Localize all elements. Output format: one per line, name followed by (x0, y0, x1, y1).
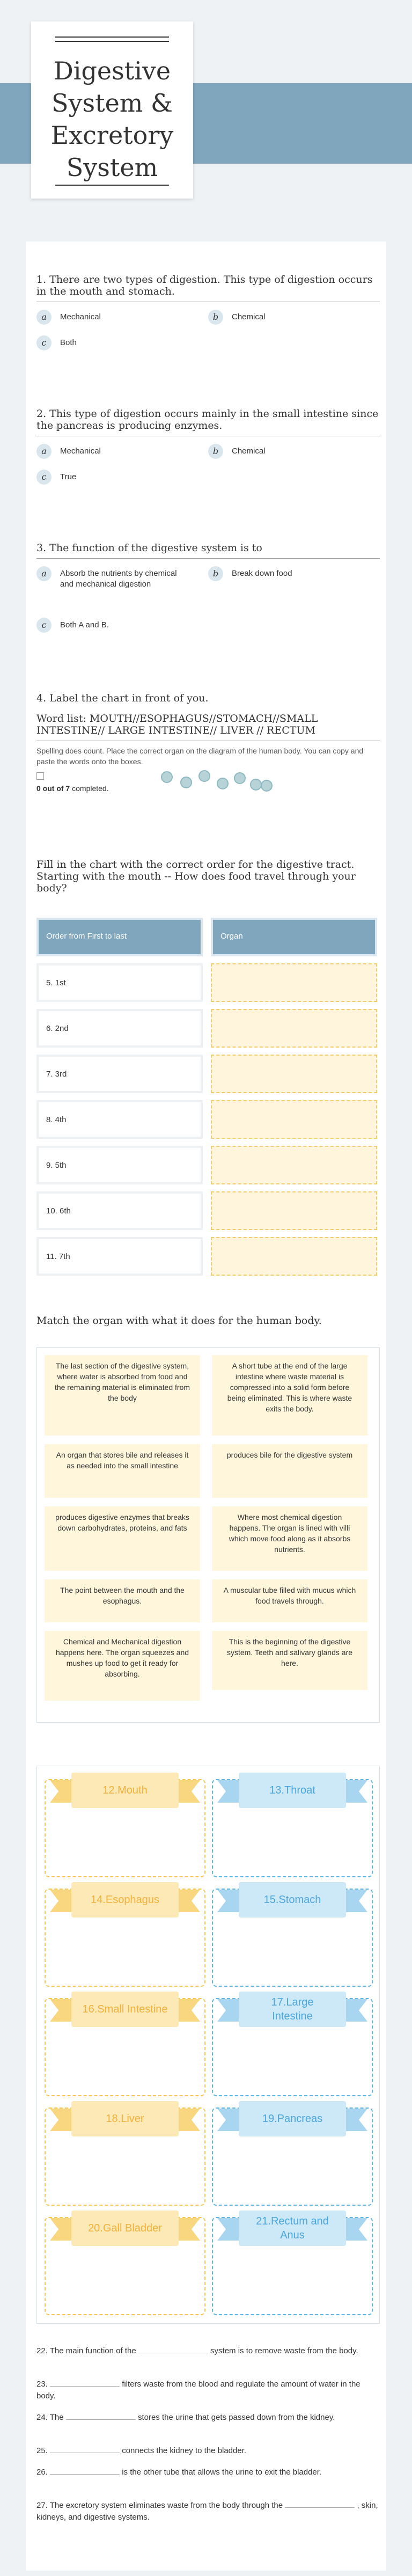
label-box-esophagus[interactable] (45, 1882, 205, 1987)
question-3 (36, 542, 380, 641)
title-card (31, 21, 193, 199)
q25-blank-input[interactable] (50, 2446, 120, 2453)
ribbon-label: 13.Throat (239, 1773, 346, 1808)
question-25 (36, 2445, 380, 2457)
ribbon-label: 20.Gall Bladder (71, 2211, 179, 2246)
progress-suffix: completed. (70, 784, 109, 793)
q23-text-b: filters waste from the blood and regulate the amount of water in the body. (36, 2380, 360, 2401)
q3-option-c[interactable] (36, 618, 197, 633)
order-drop-zone[interactable] (211, 1146, 377, 1184)
progress-text (36, 784, 380, 793)
q2-option-c[interactable] (36, 470, 197, 485)
order-drop-zone[interactable] (211, 1009, 377, 1048)
label-box-liver[interactable] (45, 2101, 205, 2206)
ribbon-label: 15.Stomach (239, 1882, 346, 1918)
question-3-title: 3. The function of the digestive system is to (36, 542, 380, 559)
title-rule-top (55, 36, 169, 38)
order-header-left: Order from First to last (36, 918, 203, 956)
question-4-title: 4. Label the chart in front of you. (36, 692, 209, 704)
question-24 (36, 2412, 380, 2424)
q22-text-a: 22. The main function of the (36, 2346, 136, 2355)
label-box-rectum-anus[interactable] (212, 2211, 373, 2315)
match-card[interactable]: This is the beginning of the digestive system. Teeth and salivary glands are here. (212, 1631, 367, 1690)
order-drop-zone[interactable] (211, 963, 377, 1002)
match-card[interactable]: Where most chemical digestion happens. The organ is lined with villi which move food along as it absorbs nutrients. (212, 1506, 367, 1571)
order-row-label: 8. 4th (36, 1100, 203, 1139)
label-box-stomach[interactable] (212, 1882, 373, 1987)
label-box-pancreas[interactable] (212, 2101, 373, 2206)
q25-text-a: 25. (36, 2446, 48, 2455)
order-question (36, 859, 380, 898)
q23-text-a: 23. (36, 2380, 48, 2389)
match-question-title: Match the organ with what it does for the human body. (36, 1315, 322, 1327)
draggable-word-dot[interactable] (261, 780, 273, 792)
broken-image-icon (36, 772, 44, 780)
match-card[interactable]: produces digestive enzymes that breaks down carbohydrates, proteins, and fats (45, 1506, 200, 1571)
option-label: Mechanical (60, 447, 101, 456)
question-26 (36, 2467, 380, 2478)
ribbon-label: 21.Rectum and Anus (239, 2211, 346, 2246)
match-card[interactable]: A short tube at the end of the large intestine where waste material is compressed into a solid form before being eliminated. This is where waste exits the body. (212, 1355, 367, 1436)
question-2-title: 2. This type of digestion occurs mainly in the small intestine since the pancreas is producing enzymes. (36, 408, 380, 436)
option-label: Chemical (232, 312, 266, 321)
order-drop-zone[interactable] (211, 1055, 377, 1093)
draggable-word-dot[interactable] (198, 770, 210, 782)
option-label: Both A and B. (60, 620, 109, 630)
order-header-right: Organ (211, 918, 377, 956)
option-letter: b (208, 310, 223, 325)
draggable-word-dot[interactable] (161, 771, 173, 783)
option-letter: c (36, 335, 52, 350)
ribbon-label: 19.Pancreas (239, 2101, 346, 2136)
worksheet (26, 241, 386, 2571)
ribbon-label: 14.Esophagus (71, 1882, 179, 1918)
order-row-label: 9. 5th (36, 1146, 203, 1184)
q26-text-b: is the other tube that allows the urine to exit the bladder. (122, 2468, 322, 2477)
q1-option-a[interactable] (36, 310, 197, 325)
q24-blank-input[interactable] (66, 2412, 136, 2420)
ribbon-label: 18.Liver (71, 2101, 179, 2136)
order-drop-zone[interactable] (211, 1237, 377, 1276)
q2-option-b[interactable] (208, 444, 369, 459)
title-rule-bottom (55, 185, 169, 186)
draggable-word-dot[interactable] (180, 777, 192, 788)
match-card[interactable]: Chemical and Mechanical digestion happens here. The organ squeezes and mushes up food to get it ready for absorbing. (45, 1631, 200, 1701)
label-box-gall-bladder[interactable] (45, 2211, 205, 2315)
draggable-word-dot[interactable] (217, 778, 229, 789)
question-1-title: 1. There are two types of digestion. This type of digestion occurs in the mouth and stomach. (36, 274, 380, 302)
q2-option-a[interactable] (36, 444, 197, 459)
progress-count: 0 out of 7 (36, 784, 70, 793)
option-letter: b (208, 566, 223, 581)
order-row-label: 10. 6th (36, 1191, 203, 1230)
order-row-label: 11. 7th (36, 1237, 203, 1276)
order-row-label: 6. 2nd (36, 1009, 203, 1048)
order-drop-zone[interactable] (211, 1191, 377, 1230)
question-1 (36, 274, 380, 363)
label-box-mouth[interactable] (45, 1773, 205, 1877)
option-letter: a (36, 444, 52, 459)
order-question-title: Fill in the chart with the correct order for the digestive tract. Starting with the mouth -- How does food travel through your body? (36, 859, 356, 894)
match-card[interactable]: produces bile for the digestive system (212, 1444, 367, 1498)
q3-option-b[interactable] (208, 566, 369, 581)
question-23 (36, 2379, 380, 2402)
q24-text-b: stores the urine that gets passed down from the kidney. (137, 2413, 335, 2422)
option-letter: a (36, 566, 52, 581)
option-letter: c (36, 470, 52, 485)
draggable-word-dot[interactable] (250, 779, 262, 791)
q26-text-a: 26. (36, 2468, 48, 2477)
organ-label-boxes (36, 1766, 380, 2324)
option-label: Both (60, 338, 77, 347)
q26-blank-input[interactable] (50, 2467, 120, 2475)
q22-blank-input[interactable] (138, 2346, 208, 2353)
match-card[interactable]: The point between the mouth and the esophagus. (45, 1579, 200, 1622)
label-box-large-intestine[interactable] (212, 1992, 373, 2096)
match-board (36, 1347, 380, 1723)
instructions-note: Spelling does count. Place the correct organ on the diagram of the human body. You can copy and paste the words onto the boxes. (36, 747, 364, 766)
option-label: Mechanical (60, 312, 101, 321)
q1-option-b[interactable] (208, 310, 369, 325)
option-label: True (60, 472, 77, 481)
q22-text-b: system is to remove waste from the body. (210, 2346, 358, 2355)
ribbon-label: 16.Small Intestine (71, 1992, 179, 2027)
match-card[interactable]: An organ that stores bile and releases it as needed into the small intestine (45, 1444, 200, 1498)
option-letter: c (36, 618, 52, 633)
option-label: Break down food (232, 569, 292, 578)
q24-text-a: 24. The (36, 2413, 64, 2422)
draggable-word-dot[interactable] (234, 772, 246, 784)
question-4 (36, 692, 380, 809)
label-box-small-intestine[interactable] (45, 1992, 205, 2096)
option-label: Absorb the nutrients by chemical and mechanical digestion (60, 569, 177, 589)
q27-blank-input[interactable] (285, 2500, 355, 2508)
q27-text-b: , skin, kidneys, and digestive systems. (36, 2501, 378, 2522)
order-drop-zone[interactable] (211, 1100, 377, 1139)
option-letter: a (36, 310, 52, 325)
question-2 (36, 408, 380, 497)
page-title: Digestive System & Excretory System (50, 56, 174, 182)
option-letter: b (208, 444, 223, 459)
q1-option-c[interactable] (36, 335, 197, 350)
title-rule-top-2 (55, 41, 169, 42)
q23-blank-input[interactable] (50, 2379, 120, 2387)
question-22 (36, 2345, 380, 2357)
question-27 (36, 2500, 380, 2523)
option-label: Chemical (232, 447, 266, 456)
q25-text-b: connects the kidney to the bladder. (122, 2446, 247, 2455)
match-card[interactable]: The last section of the digestive system, where water is absorbed from food and the remaining material is eliminated from the body (45, 1355, 200, 1436)
q3-option-a[interactable] (36, 566, 197, 590)
order-row-label: 5. 1st (36, 963, 203, 1002)
word-list: Word list: MOUTH//ESOPHAGUS//STOMACH//SMALL INTESTINE// LARGE INTESTINE// LIVER // RECTUM (36, 713, 380, 741)
ribbon-label: 12.Mouth (71, 1773, 179, 1808)
match-question (36, 1315, 380, 1331)
match-card[interactable]: A muscular tube filled with mucus which food travels through. (212, 1579, 367, 1622)
order-row-label: 7. 3rd (36, 1055, 203, 1093)
label-box-throat[interactable] (212, 1773, 373, 1877)
q27-text-a: 27. The excretory system eliminates waste from the body through the (36, 2501, 283, 2510)
ribbon-label: 17.Large Intestine (239, 1992, 346, 2027)
